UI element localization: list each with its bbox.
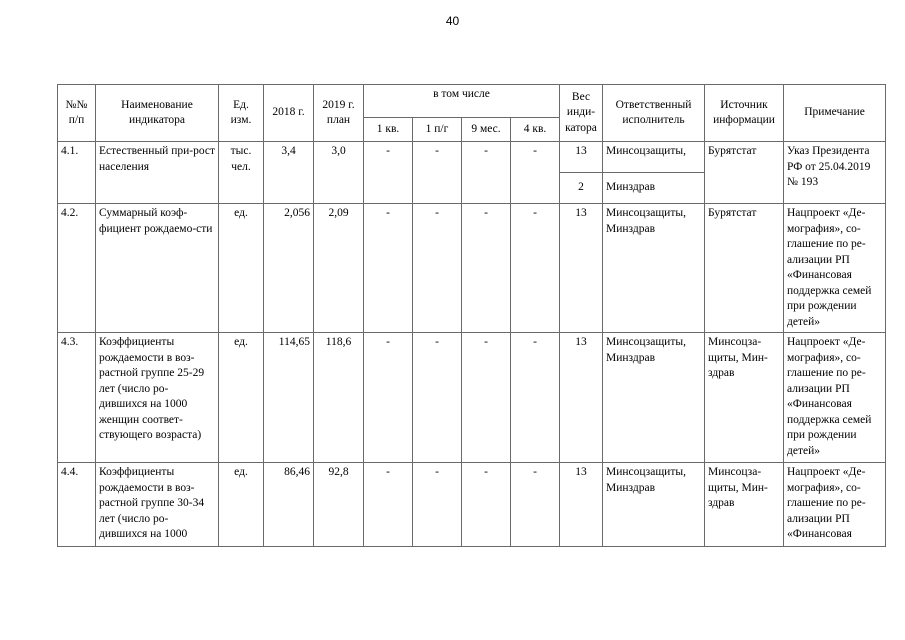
row-num: 4.4.	[58, 463, 96, 547]
header-unit: Ед. изм.	[219, 85, 264, 142]
row-2018: 2,056	[264, 204, 314, 333]
row-9m: -	[462, 333, 511, 463]
row-name: Коэффициенты рождаемости в воз-растной группе 30-34 лет (число ро-дившихся на 1000	[96, 463, 219, 547]
page-number: 40	[445, 14, 460, 28]
row-weight: 13	[560, 333, 603, 463]
row-weight: 13	[560, 204, 603, 333]
row-name: Суммарный коэф-фициент рождаемо-сти	[96, 204, 219, 333]
row-q1: -	[364, 204, 413, 333]
row-9m: -	[462, 463, 511, 547]
row-q1: -	[364, 463, 413, 547]
header-9m: 9 мес.	[462, 118, 511, 142]
row-responsible: Минсоцзащиты, Минздрав	[603, 463, 705, 547]
row-note: Указ Президента РФ от 25.04.2019 № 193	[784, 142, 886, 204]
row-name: Коэффициенты рождаемости в воз-растной группе 25-29 лет (число ро-дившихся на 1000 женщин соответ-ствующего возраста)	[96, 333, 219, 463]
row-q4: -	[511, 142, 560, 204]
row-note: Нацпроект «Де-мография», со-глашение по ре-ализации РП «Финансовая	[784, 463, 886, 547]
row-unit: ед.	[219, 204, 264, 333]
row-name: Естественный при-рост населения	[96, 142, 219, 204]
row-q1: -	[364, 333, 413, 463]
row-2018: 114,65	[264, 333, 314, 463]
header-note: Примечание	[784, 85, 886, 142]
row-source: Минсоцза-щиты, Мин-здрав	[705, 333, 784, 463]
row-2018: 3,4	[264, 142, 314, 204]
indicators-table	[57, 84, 886, 547]
header-num: №№ п/п	[58, 85, 96, 142]
row-num: 4.1.	[58, 142, 96, 204]
header-2018: 2018 г.	[264, 85, 314, 142]
row-2018: 86,46	[264, 463, 314, 547]
header-responsible: Ответственный исполнитель	[603, 85, 705, 142]
row-q1: -	[364, 142, 413, 204]
row-q4: -	[511, 463, 560, 547]
row-unit: тыс. чел.	[219, 142, 264, 204]
row-h1: -	[413, 463, 462, 547]
table-row	[58, 142, 886, 173]
row-note: Нацпроект «Де-мография», со-глашение по ре-ализации РП «Финансовая поддержка семей при рождении детей»	[784, 204, 886, 333]
row-weight-2: 2	[560, 173, 603, 204]
row-source: Бурятстат	[705, 204, 784, 333]
row-2019: 92,8	[314, 463, 364, 547]
row-2019: 3,0	[314, 142, 364, 204]
row-q4: -	[511, 204, 560, 333]
row-source: Минсоцза-щиты, Мин-здрав	[705, 463, 784, 547]
header-including: в том числе	[364, 85, 560, 118]
row-h1: -	[413, 204, 462, 333]
row-9m: -	[462, 204, 511, 333]
header-weight: Вес инди-катора	[560, 85, 603, 142]
header-name: Наименование индикатора	[96, 85, 219, 142]
table-header-row	[58, 85, 886, 118]
row-responsible-2: Минздрав	[603, 173, 705, 204]
row-weight: 13	[560, 142, 603, 173]
row-responsible: Минсоцзащиты,	[603, 142, 705, 173]
table-row	[58, 204, 886, 333]
row-q4: -	[511, 333, 560, 463]
table-row	[58, 463, 886, 547]
row-9m: -	[462, 142, 511, 204]
row-responsible: Минсоцзащиты, Минздрав	[603, 204, 705, 333]
row-num: 4.3.	[58, 333, 96, 463]
row-h1: -	[413, 333, 462, 463]
row-2019: 2,09	[314, 204, 364, 333]
header-q4: 4 кв.	[511, 118, 560, 142]
row-responsible: Минсоцзащиты, Минздрав	[603, 333, 705, 463]
row-unit: ед.	[219, 333, 264, 463]
header-2019-plan: 2019 г. план	[314, 85, 364, 142]
header-q1: 1 кв.	[364, 118, 413, 142]
header-source: Источник информации	[705, 85, 784, 142]
row-unit: ед.	[219, 463, 264, 547]
row-source: Бурятстат	[705, 142, 784, 204]
row-2019: 118,6	[314, 333, 364, 463]
row-h1: -	[413, 142, 462, 204]
header-h1: 1 п/г	[413, 118, 462, 142]
table-row	[58, 333, 886, 463]
row-num: 4.2.	[58, 204, 96, 333]
row-note: Нацпроект «Де-мография», со-глашение по ре-ализации РП «Финансовая поддержка семей при рождении детей»	[784, 333, 886, 463]
row-weight: 13	[560, 463, 603, 547]
